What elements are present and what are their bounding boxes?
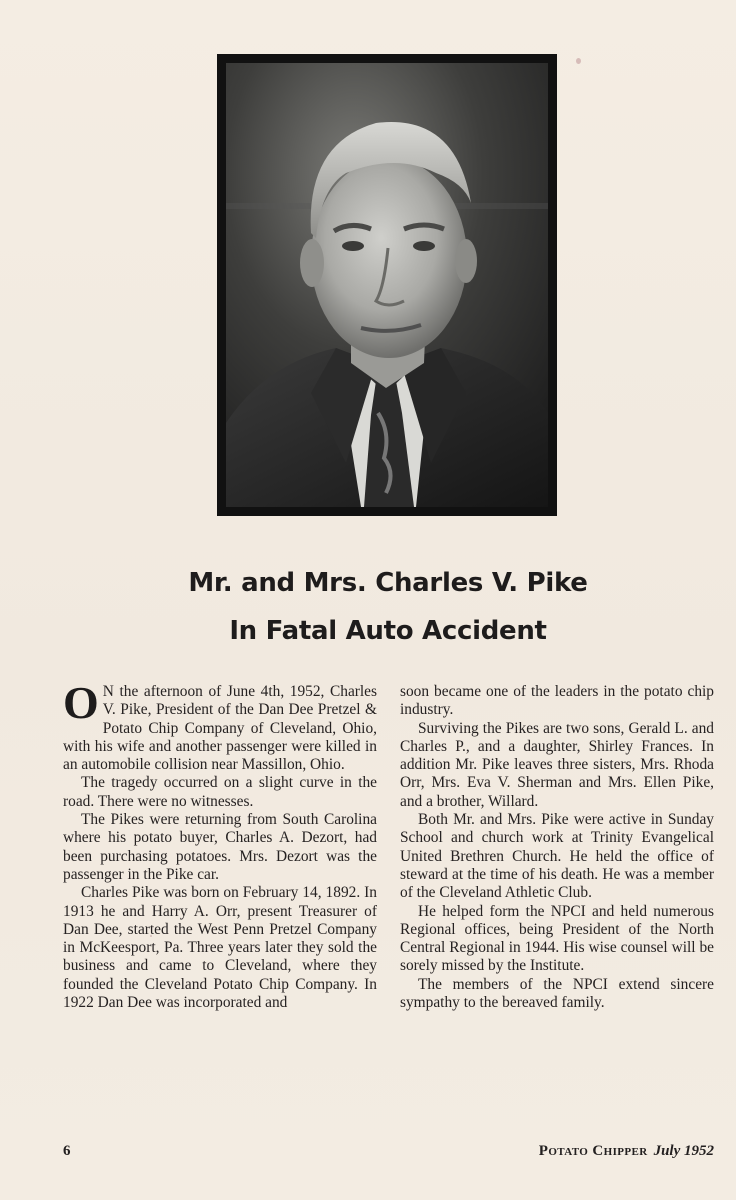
issue-date: July 1952 (653, 1143, 714, 1159)
article-paragraph: Both Mr. and Mrs. Pike were active in Sunday School and church work at Trinity Evangelical United Brethren Church. He held the office of steward at the time of his death. He was a member of the Cleveland Athletic Club. (400, 811, 714, 902)
article-column-left (63, 677, 377, 1012)
article-paragraph: The Pikes were returning from South Carolina where his potato buyer, Charles A. Dezort, had been purchasing potatoes. Mrs. Dezort was the passenger in the Pike car. (63, 811, 377, 883)
publication-footer (539, 1143, 714, 1160)
portrait-illustration (226, 63, 548, 507)
headline-line-2: In Fatal Auto Accident (229, 616, 547, 646)
publication-name: Potato Chipper (538, 1143, 648, 1159)
article-paragraph: soon became one of the leaders in the potato chip industry. (400, 683, 714, 719)
portrait-photo (217, 54, 557, 516)
article-paragraph-text: N the afternoon of June 4th, 1952, Charles V. Pike, President of the Dan Dee Pretzel & Potato Chip Company of Cleveland, Ohio, with his wife and another passenger were killed in an automobile collision near Massillon, Ohio. (63, 683, 377, 774)
paper-speck (576, 58, 581, 64)
portrait-image (226, 63, 548, 507)
article-paragraph: Surviving the Pikes are two sons, Gerald L. and Charles P., and a daughter, Shirley Frances. In addition Mr. Pike leaves three sisters, Mrs. Rhoda Orr, Mrs. Eva V. Sherman and Mrs. Ellen Pike, and a brother, Willard. (400, 719, 714, 810)
headline-line-1: Mr. and Mrs. Charles V. Pike (188, 568, 588, 598)
drop-cap: O (63, 677, 99, 728)
article-paragraph: The members of the NPCI extend sincere sympathy to the bereaved family. (400, 975, 714, 1012)
article-paragraph: The tragedy occurred on a slight curve in the road. There were no witnesses. (63, 774, 377, 810)
page-number: 6 (63, 1143, 71, 1159)
article-paragraph: Charles Pike was born on February 14, 1892. In 1913 he and Harry A. Orr, present Treasurer of Dan Dee, started the West Penn Pretzel Company in McKeesport, Pa. Three years later they sold the business and came to Cleveland, where they founded the Cleveland Potato Chip Company. In 1922 Dan Dee was incorporated and (63, 884, 377, 1012)
article-paragraph: He helped form the NPCI and held numerous Regional offices, being President of the North Central Regional in 1944. His wise counsel will be sorely missed by the Institute. (400, 902, 714, 975)
article-column-right (400, 683, 714, 1012)
article-paragraph (63, 677, 377, 774)
